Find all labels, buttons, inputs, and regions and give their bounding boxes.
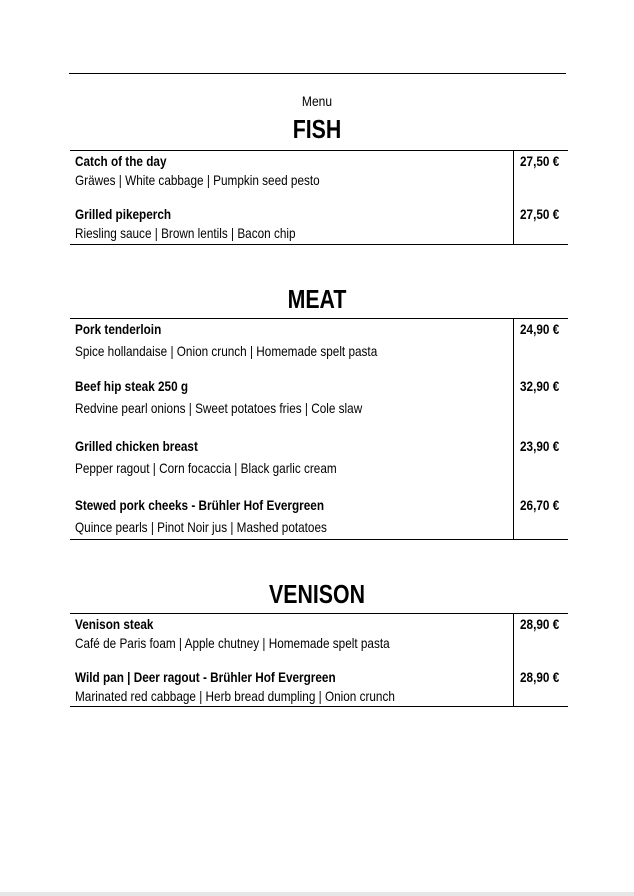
item-name: Grilled pikeperch (75, 206, 172, 222)
menu-item (75, 616, 515, 651)
item-price: 32,90 € (520, 378, 560, 394)
item-name: Beef hip steak 250 g (75, 378, 189, 394)
menu-item (75, 378, 515, 416)
menu-item (75, 321, 515, 359)
item-description: Gräwes | White cabbage | Pumpkin seed pesto (75, 172, 320, 188)
item-name: Catch of the day (75, 153, 167, 169)
item-description: Redvine pearl onions | Sweet potatoes fries | Cole slaw (75, 400, 363, 416)
section-title-venison: VENISON (269, 579, 365, 609)
item-price: 23,90 € (520, 438, 560, 454)
item-price: 26,70 € (520, 497, 560, 513)
item-name: Wild pan | Deer ragout - Brühler Hof Evergreen (75, 669, 336, 685)
page-bottom-edge (0, 892, 634, 896)
item-description: Riesling sauce | Brown lentils | Bacon chip (75, 225, 296, 241)
item-price: 24,90 € (520, 321, 560, 337)
item-price: 28,90 € (520, 616, 560, 632)
item-description: Café de Paris foam | Apple chutney | Homemade spelt pasta (75, 635, 390, 651)
menu-item (75, 438, 515, 476)
section-title-fish: FISH (292, 114, 342, 144)
item-price: 27,50 € (520, 206, 560, 222)
item-price: 28,90 € (520, 669, 560, 685)
item-price: 27,50 € (520, 153, 560, 169)
item-name: Stewed pork cheeks - Brühler Hof Evergreen (75, 497, 325, 513)
menu-item (75, 206, 515, 241)
section-meat (70, 318, 568, 540)
item-description: Quince pearls | Pinot Noir jus | Mashed potatoes (75, 519, 327, 535)
item-description: Spice hollandaise | Onion crunch | Homemade spelt pasta (75, 343, 378, 359)
item-name: Grilled chicken breast (75, 438, 198, 454)
item-description: Pepper ragout | Corn focaccia | Black garlic cream (75, 460, 337, 476)
top-rule (69, 73, 566, 74)
section-fish (70, 150, 568, 245)
item-name: Venison steak (75, 616, 154, 632)
section-venison (70, 613, 568, 707)
menu-item (75, 669, 515, 704)
menu-item (75, 153, 515, 188)
section-title-meat: MEAT (287, 284, 347, 314)
item-name: Pork tenderloin (75, 321, 162, 337)
menu-item (75, 497, 515, 535)
item-description: Marinated red cabbage | Herb bread dumpling | Onion crunch (75, 688, 395, 704)
menu-label: Menu (301, 93, 333, 109)
